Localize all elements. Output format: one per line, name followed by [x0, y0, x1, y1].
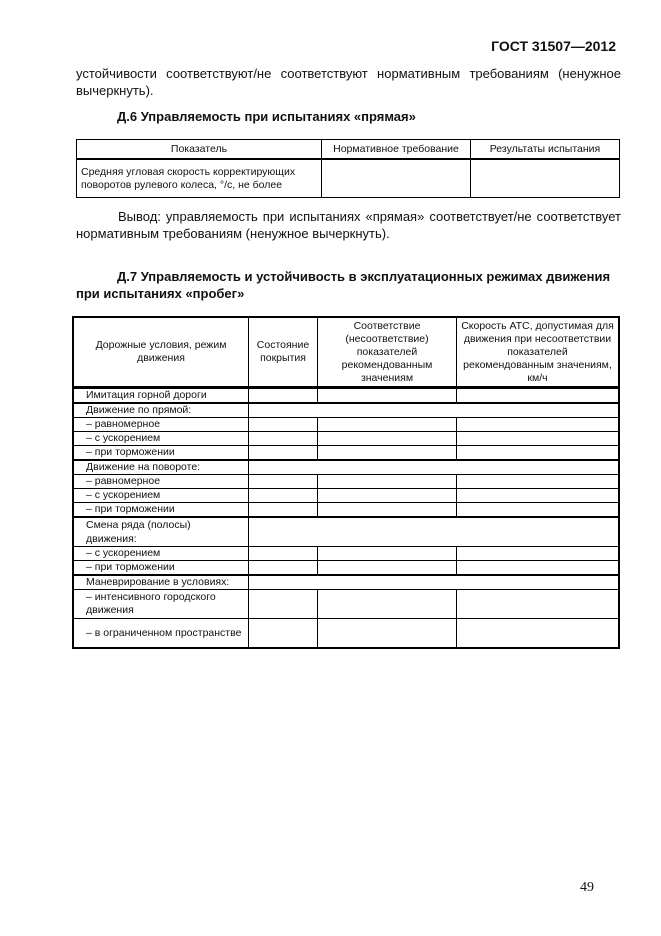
table-row	[73, 403, 619, 418]
row-label: – равномерное	[73, 418, 249, 432]
row-label: – интенсивного городского движения	[73, 590, 249, 619]
row-label: – в ограниченном пространстве	[73, 619, 249, 649]
col-header: Состояние покрытия	[249, 317, 318, 388]
table-row	[73, 489, 619, 503]
col-header: Соответствие (несоответствие) показателей рекомендованным значениям	[318, 317, 457, 388]
row-label: – при торможении	[73, 503, 249, 518]
cell	[471, 159, 620, 198]
table-row	[73, 418, 619, 432]
row-label: Движение на повороте:	[73, 460, 249, 475]
row-label: – с ускорением	[73, 489, 249, 503]
row-label: Смена ряда (полосы) движения:	[73, 517, 249, 547]
section-d6-title: Д.6 Управляемость при испытаниях «прямая»	[117, 109, 416, 124]
row-label: Маневрирование в условиях:	[73, 575, 249, 590]
cell: Средняя угловая скорость корректирующих поворотов рулевого колеса, °/с, не более	[77, 159, 322, 198]
row-label: – с ускорением	[73, 547, 249, 561]
table-row	[73, 388, 619, 404]
row-label: – равномерное	[73, 475, 249, 489]
table-row	[73, 432, 619, 446]
document-header: ГОСТ 31507—2012	[491, 38, 616, 54]
d6-table	[76, 139, 620, 198]
cell	[322, 159, 471, 198]
table-row	[73, 561, 619, 576]
row-label: – с ускорением	[73, 432, 249, 446]
table-row	[73, 619, 619, 649]
table-row	[73, 590, 619, 619]
table-row	[73, 547, 619, 561]
d6-conclusion: Вывод: управляемость при испытаниях «прямая» соответствует/не соответствует нормативным требованиям (ненужное вычеркнуть).	[76, 209, 621, 241]
table-row	[73, 475, 619, 489]
table-row	[73, 575, 619, 590]
table-row	[73, 503, 619, 518]
intro-paragraph: устойчивости соответствуют/не соответствуют нормативным требованиям (ненужное вычеркнуть).	[76, 66, 621, 98]
section-d7-title-line1: Д.7 Управляемость и устойчивость в эксплуатационных режимах движения	[117, 269, 611, 284]
row-label: – при торможении	[73, 446, 249, 461]
col-header: Нормативное требование	[322, 140, 471, 160]
table-row	[73, 517, 619, 547]
col-header: Скорость АТС, допустимая для движения при несоответствии показателей рекомендованным значениям, км/ч	[457, 317, 620, 388]
section-d7-title-line2: при испытаниях «пробег»	[76, 286, 245, 301]
col-header: Результаты испытания	[471, 140, 620, 160]
table-row	[77, 159, 620, 198]
d7-table	[72, 316, 620, 649]
table-row	[73, 460, 619, 475]
row-label: Имитация горной дороги	[73, 388, 249, 404]
table-row	[73, 446, 619, 461]
row-label: Движение по прямой:	[73, 403, 249, 418]
page-number: 49	[580, 880, 594, 895]
row-label: – при торможении	[73, 561, 249, 576]
col-header: Дорожные условия, режим движения	[73, 317, 249, 388]
col-header: Показатель	[77, 140, 322, 160]
